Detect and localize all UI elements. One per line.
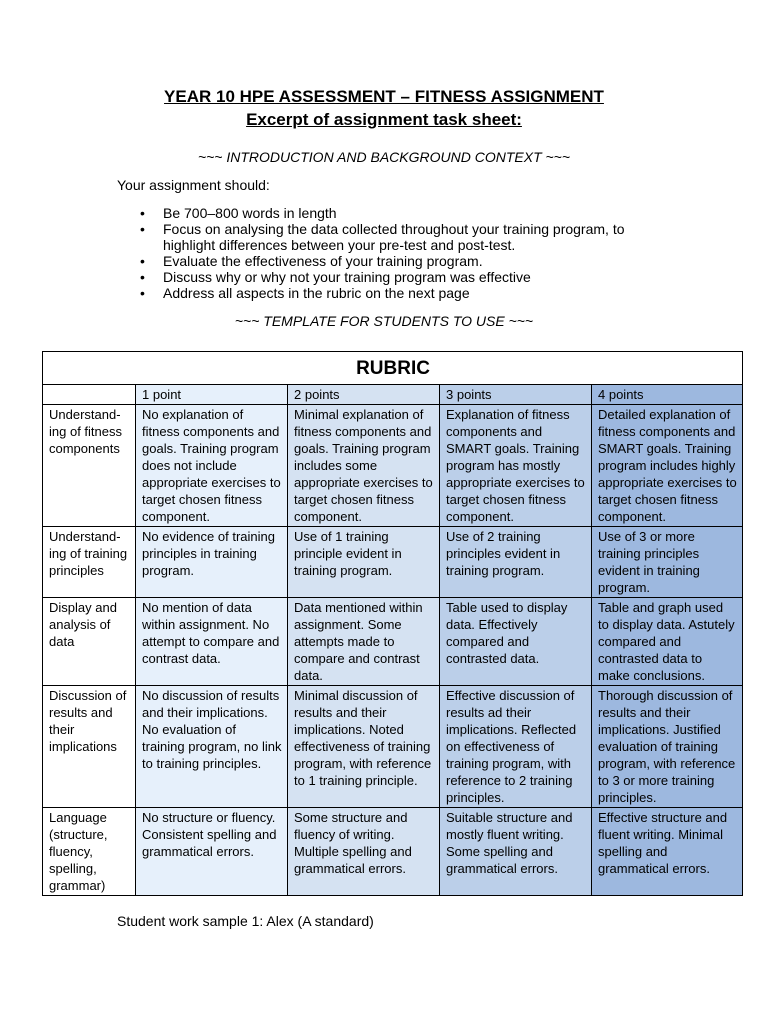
list-item: • Address all aspects in the rubric on the next page xyxy=(140,285,660,301)
rubric-cell: Minimal discussion of results and their implications. Noted effectiveness of training program, with reference to 1 training principle. xyxy=(288,686,440,808)
criterion-cell: Understand-ing of fitness components xyxy=(43,405,136,527)
column-header: 2 points xyxy=(288,385,440,405)
rubric-cell: Table and graph used to display data. Astutely compared and contrasted data to make conclusions. xyxy=(592,598,743,686)
rubric-cell: Use of 3 or more training principles evident in training program. xyxy=(592,527,743,598)
rubric-cell: Table used to display data. Effectively compared and contrasted data. xyxy=(440,598,592,686)
table-row xyxy=(43,527,743,598)
rubric-cell: No explanation of fitness components and goals. Training program does not include appropriate exercises to target chosen fitness component. xyxy=(136,405,288,527)
assignment-lead: Your assignment should: xyxy=(117,177,270,193)
rubric-cell: Explanation of fitness components and SMART goals. Training program has mostly appropriate exercises to target chosen fitness component. xyxy=(440,405,592,527)
criterion-cell: Understand-ing of training principles xyxy=(43,527,136,598)
document-title: YEAR 10 HPE ASSESSMENT – FITNESS ASSIGNMENT xyxy=(164,87,604,106)
rubric-cell: No evidence of training principles in training program. xyxy=(136,527,288,598)
rubric-cell: Effective discussion of results ad their implications. Reflected on effectiveness of training program, with reference to 2 training principles. xyxy=(440,686,592,808)
sample-caption: Student work sample 1: Alex (A standard) xyxy=(117,913,374,929)
table-row xyxy=(43,405,743,527)
rubric-cell: No discussion of results and their implications. No evaluation of training program, no link to training principles. xyxy=(136,686,288,808)
rubric-cell: Minimal explanation of fitness components and goals. Training program includes some appropriate exercises to target chosen fitness component. xyxy=(288,405,440,527)
rubric-cell: Use of 1 training principle evident in training program. xyxy=(288,527,440,598)
rubric-cell: Thorough discussion of results and their implications. Justified evaluation of training program, with reference to 3 or more training principles. xyxy=(592,686,743,808)
rubric-cell: Suitable structure and mostly fluent writing. Some spelling and grammatical errors. xyxy=(440,808,592,896)
criterion-cell: Language (structure, fluency, spelling, grammar) xyxy=(43,808,136,896)
criterion-cell: Display and analysis of data xyxy=(43,598,136,686)
column-header: 4 points xyxy=(592,385,743,405)
document-subtitle: Excerpt of assignment task sheet: xyxy=(246,110,522,129)
rubric-title: RUBRIC xyxy=(43,352,743,385)
rubric-cell: No structure or fluency. Consistent spelling and grammatical errors. xyxy=(136,808,288,896)
template-heading: ~~~ TEMPLATE FOR STUDENTS TO USE ~~~ xyxy=(234,313,534,329)
rubric-cell: Effective structure and fluent writing. Minimal spelling and grammatical errors. xyxy=(592,808,743,896)
criterion-cell: Discussion of results and their implications xyxy=(43,686,136,808)
table-row xyxy=(43,598,743,686)
list-item: • Be 700–800 words in length xyxy=(140,205,660,221)
rubric-cell: Data mentioned within assignment. Some attempts made to compare and contrast data. xyxy=(288,598,440,686)
column-header: 1 point xyxy=(136,385,288,405)
requirements-list xyxy=(140,205,660,301)
column-header: 3 points xyxy=(440,385,592,405)
table-row xyxy=(43,686,743,808)
intro-heading: ~~~ INTRODUCTION AND BACKGROUND CONTEXT ~~~ xyxy=(197,149,571,165)
rubric-cell: No mention of data within assignment. No attempt to compare and contrast data. xyxy=(136,598,288,686)
rubric-cell: Use of 2 training principles evident in training program. xyxy=(440,527,592,598)
list-item: • Evaluate the effectiveness of your training program. xyxy=(140,253,660,269)
table-row xyxy=(43,808,743,896)
rubric-cell: Some structure and fluency of writing. Multiple spelling and grammatical errors. xyxy=(288,808,440,896)
rubric-cell: Detailed explanation of fitness components and SMART goals. Training program includes highly appropriate exercises to target chosen fitness component. xyxy=(592,405,743,527)
rubric-table xyxy=(42,351,743,896)
list-item: • Focus on analysing the data collected throughout your training program, to highlight differences between your pre-test and post-test. xyxy=(140,221,660,253)
rubric-header-row xyxy=(43,385,743,405)
criterion-header xyxy=(43,385,136,405)
list-item: • Discuss why or why not your training program was effective xyxy=(140,269,660,285)
